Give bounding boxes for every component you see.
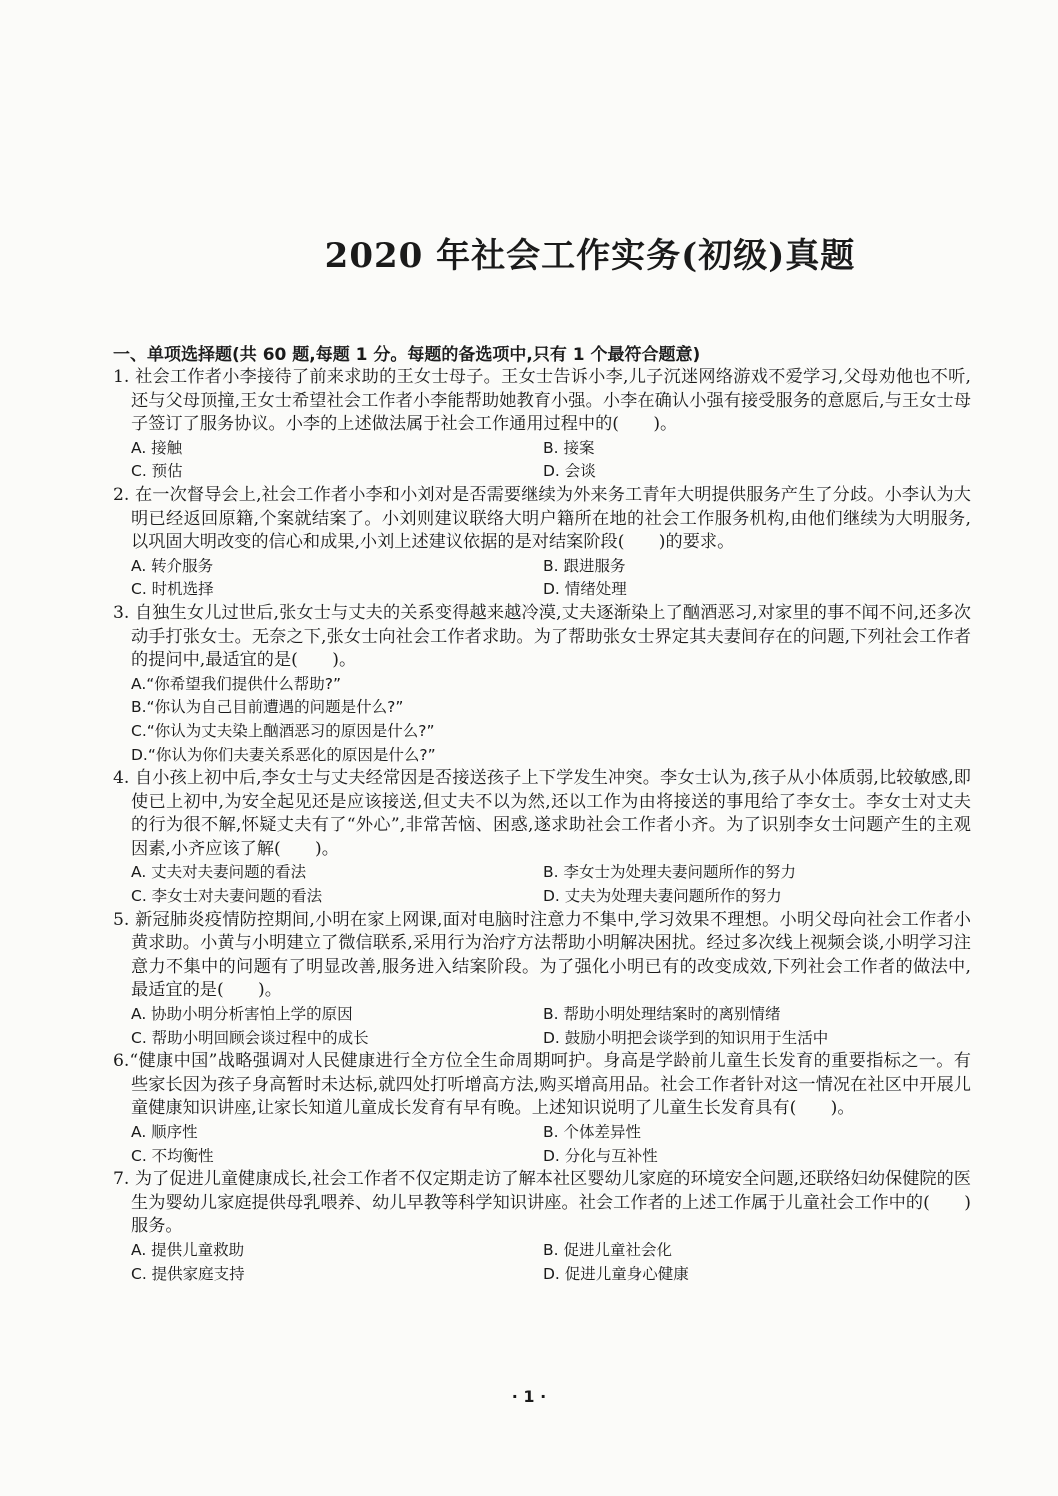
question-stem: 4. 自小孩上初中后,李女士与丈夫经常因是否接送孩子上下学发生冲突。李女士认为,孩子从小体质弱,比较敏感,即使已上初中,为安全起见还是应该接送,但丈夫不以为然,还以工作为由将接送的事甩给了李女士。李女士对丈夫的行为很不解,怀疑丈夫有了“外心”,非常苦恼、困惑,遂求助社会工作者小齐。为了识别李女士问题产生的主观因素,小齐应该了解( )。 [113, 768, 971, 859]
option-list [113, 1239, 971, 1286]
answer-option: D. 分化与互补性 [543, 1146, 658, 1165]
answer-option: C. 帮助小明回顾会谈过程中的成长 [131, 1028, 369, 1047]
answer-option: A. 转介服务 [131, 556, 214, 575]
question-stem: 3. 自独生女儿过世后,张女士与丈夫的关系变得越来越冷漠,丈夫逐渐染上了酗酒恶习,对家里的事不闻不问,还多次动手打张女士。无奈之下,张女士向社会工作者求助。为了帮助张女士界定其夫妻间存在的问题,下列社会工作者的提问中,最适宜的是( )。 [113, 602, 971, 671]
question-item [113, 1168, 971, 1286]
question-item [113, 767, 971, 909]
answer-option: D. 促进儿童身心健康 [543, 1264, 689, 1283]
section-heading: 一、单项选择题(共 60 题,每题 1 分。每题的备选项中,只有 1 个最符合题意) [113, 345, 701, 365]
answer-option: A. 提供儿童救助 [131, 1240, 245, 1259]
answer-option: A. 顺序性 [131, 1123, 198, 1141]
answer-option: C. 预估 [131, 462, 183, 481]
answer-option: B. 接案 [543, 438, 595, 457]
answer-option: C. 提供家庭支持 [131, 1264, 245, 1283]
question-stem: 1. 社会工作者小李接待了前来求助的王女士母子。王女士告诉小李,儿子沉迷网络游戏不爱学习,父母劝他也不听,还与父母顶撞,王女士希望社会工作者小李能帮助她教育小强。小李在确认小强有接受服务的意愿后,与王女士母子签订了服务协议。小李的上述做法属于社会工作通用过程中的( )。 [113, 367, 971, 435]
answer-option: D. 鼓励小明把会谈学到的知识用于生活中 [543, 1028, 829, 1047]
answer-option: A. 丈夫对夫妻问题的看法 [131, 863, 307, 882]
answer-option: D.“你认为你们夫妻关系恶化的原因是什么?” [131, 745, 436, 764]
question-item [113, 602, 971, 767]
answer-option: B.“你认为自己目前遭遇的问题是什么?” [131, 698, 404, 717]
page-number: · 1 · [511, 1387, 547, 1406]
question-item [113, 484, 971, 602]
answer-option: C. 时机选择 [131, 580, 214, 599]
question-stem: 7. 为了促进儿童健康成长,社会工作者不仅定期走访了解本社区婴幼儿家庭的环境安全问题,还联络妇幼保健院的医生为婴幼儿家庭提供母乳喂养、幼儿早教等科学知识讲座。社会工作者的上述工作属于儿童社会工作中的( )服务。 [113, 1169, 971, 1237]
question-item [113, 1050, 971, 1168]
answer-option: D. 丈夫为处理夫妻问题所作的努力 [543, 887, 782, 906]
answer-option: B. 帮助小明处理结案时的离别情绪 [543, 1005, 781, 1024]
option-list [113, 555, 971, 602]
answer-option: C. 不均衡性 [131, 1146, 214, 1165]
answer-option: B. 促进儿童社会化 [543, 1240, 672, 1259]
answer-option: D. 情绪处理 [543, 580, 627, 599]
answer-option: A. 协助小明分析害怕上学的原因 [131, 1005, 353, 1024]
option-list [113, 673, 971, 767]
question-stem: 6.“健康中国”战略强调对人民健康进行全方位全生命周期呵护。身高是学龄前儿童生长发育的重要指标之一。有些家长因为孩子身高暂时未达标,就四处打听增高方法,购买增高用品。社会工作者针对这一情况在社区中开展儿童健康知识讲座,让家长知道儿童成长发育有早有晚。上述知识说明了儿童生长发育具有( )。 [113, 1051, 971, 1119]
question-item [113, 909, 971, 1051]
answer-option: B. 李女士为处理夫妻问题所作的努力 [543, 863, 796, 882]
question-item [113, 366, 971, 484]
question-stem: 2. 在一次督导会上,社会工作者小李和小刘对是否需要继续为外来务工青年大明提供服务产生了分歧。小李认为大明已经返回原籍,个案就结案了。小刘则建议联络大明户籍所在地的社会工作服务机构,由他们继续为大明服务,以巩固大明改变的信心和成果,小刘上述建议依据的是对结案阶段( )的要求。 [113, 484, 971, 553]
page-title: 2020 年社会工作实务(初级)真题 [324, 236, 856, 276]
option-list [113, 861, 971, 908]
answer-option: A. 接触 [131, 438, 183, 457]
question-list [113, 366, 971, 1286]
question-stem: 5. 新冠肺炎疫情防控期间,小明在家上网课,面对电脑时注意力不集中,学习效果不理想。小明父母向社会工作者小黄求助。小黄与小明建立了微信联系,采用行为治疗方法帮助小明解决困扰。经过多次线上视频会谈,小明学习注意力不集中的问题有了明显改善,服务进入结案阶段。为了强化小明已有的改变成效,下列社会工作者的做法中,最适宜的是( )。 [113, 909, 971, 1001]
answer-option: C.“你认为丈夫染上酗酒恶习的原因是什么?” [131, 721, 435, 740]
option-list [113, 1003, 971, 1050]
option-list [113, 437, 971, 484]
answer-option: D. 会谈 [543, 462, 596, 481]
answer-option: A.“你希望我们提供什么帮助?” [131, 674, 342, 693]
answer-option: B. 个体差异性 [543, 1123, 641, 1141]
option-list [113, 1121, 971, 1168]
answer-option: B. 跟进服务 [543, 556, 626, 575]
answer-option: C. 李女士对夫妻问题的看法 [131, 887, 323, 906]
